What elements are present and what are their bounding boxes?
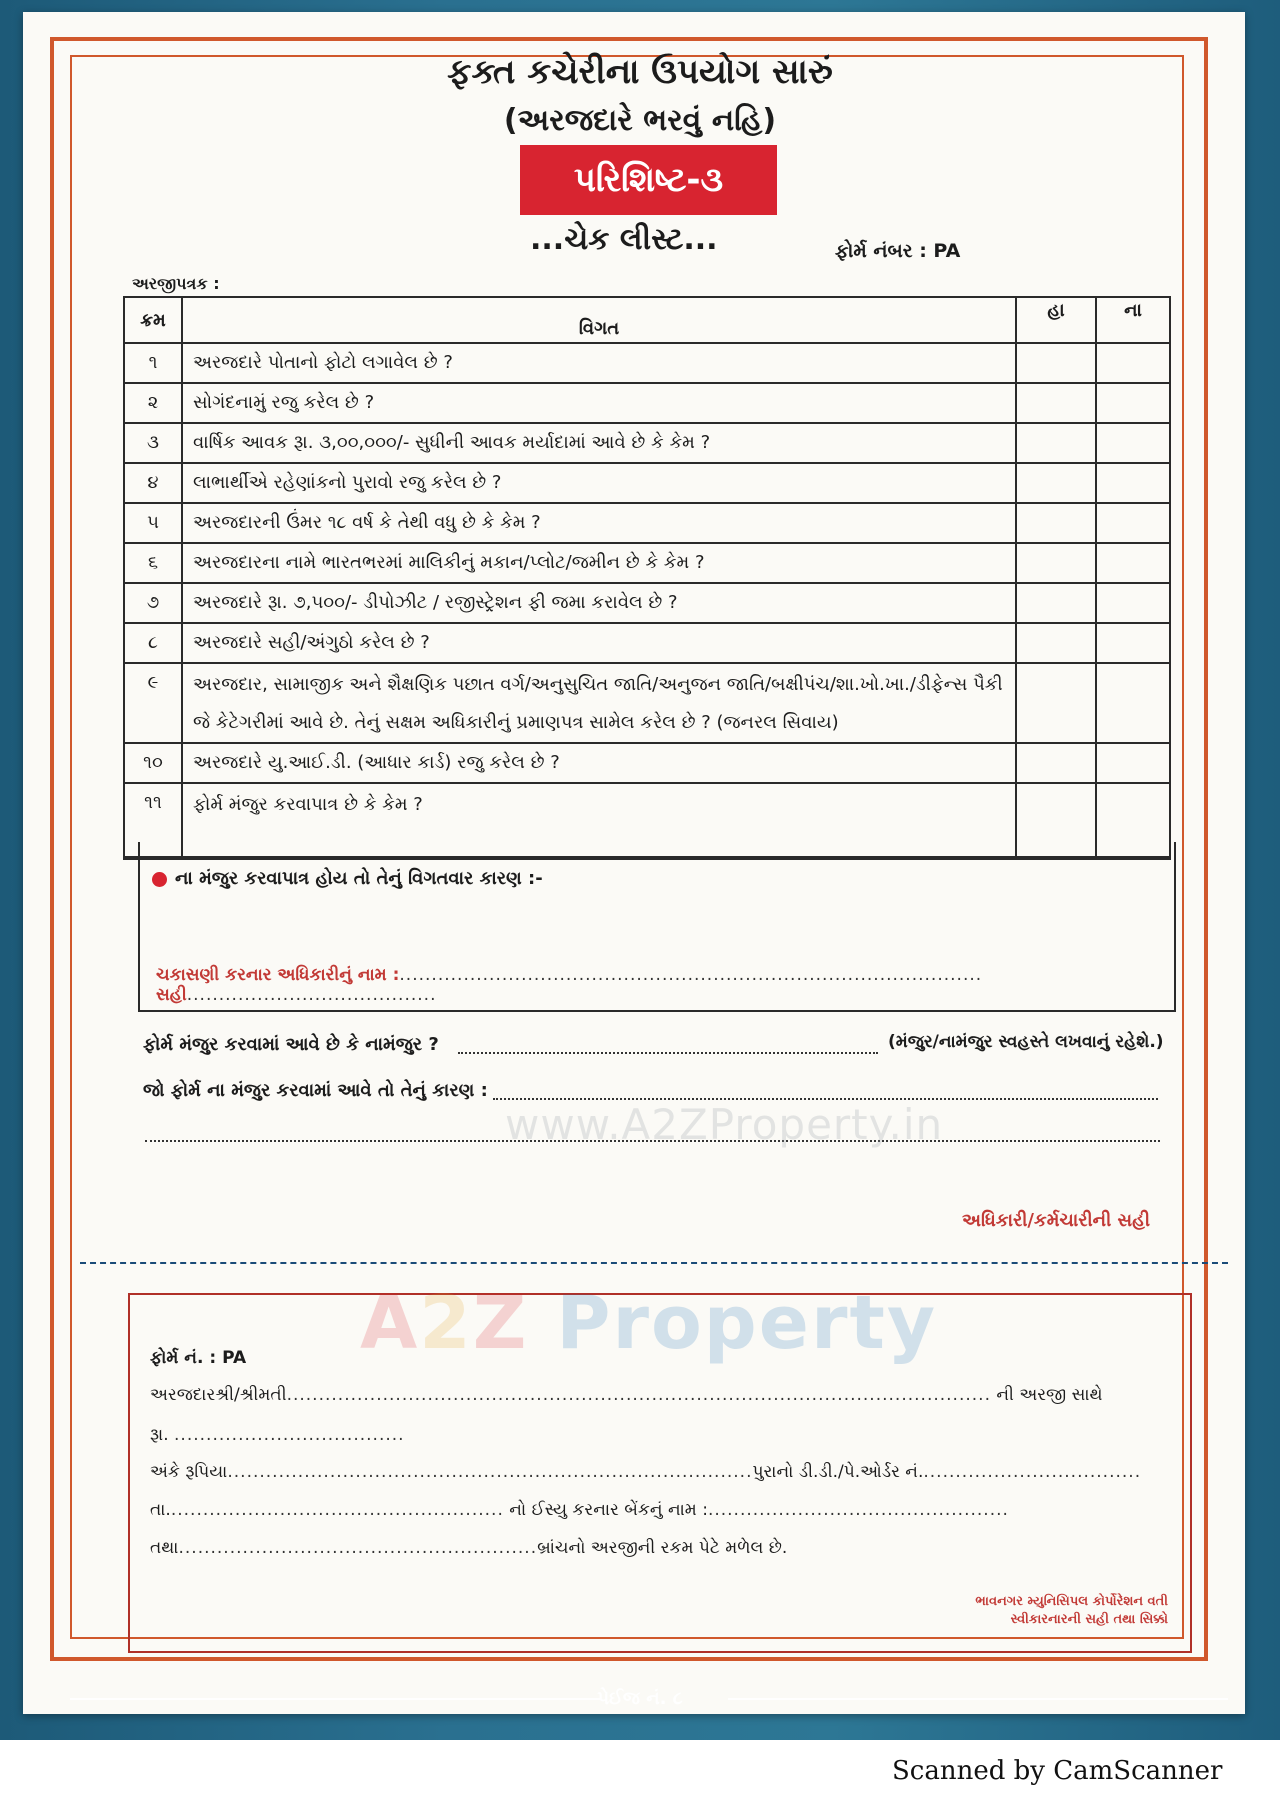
row-number: ૪ [125,464,183,502]
officer-signature-label: સહી [156,985,187,1005]
table-row [125,584,1169,624]
amount-words-field[interactable]: .................................................................................. [227,1462,753,1482]
yes-cell[interactable] [1017,624,1097,662]
no-cell[interactable] [1097,624,1169,662]
row-text: અરજદારે સહી/અંગુઠો કરેલ છે ? [183,624,1017,662]
yes-cell[interactable] [1017,664,1097,742]
decision-question: ફોર્મ મંજુર કરવામાં આવે છે કે નામંજુર ? [143,1034,439,1055]
row-number: ૬ [125,544,183,582]
yes-cell[interactable] [1017,744,1097,782]
no-cell[interactable] [1097,464,1169,502]
office-use-heading: ફક્ત કચેરીના ઉપયોગ સારું [447,52,833,92]
yes-cell[interactable] [1017,544,1097,582]
row-text: અરજદાર, સામાજીક અને શૈક્ષણિક પછાત વર્ગ/અનુસુચિત જાતિ/અનુજન જાતિ/બક્ષીપંચ/શા.ખો.ખા./ડીફેન્સ પૈકી જે કેટેગરીમાં આવે છે. તેનું સક્ષમ અધિકારીનું પ્રમાણપત્ર સામેલ કરેલ છે ? (જનરલ સિવાય) [183,664,1017,742]
checklist-heading: ...ચેક લીસ્ટ... [530,222,718,257]
rejection-reason-title [152,868,543,889]
yes-cell[interactable] [1017,344,1097,382]
table-row [125,424,1169,464]
table-row [125,624,1169,664]
form-number: ફોર્મ નંબર : PA [835,240,961,262]
no-cell[interactable] [1097,664,1169,742]
watermark-logo: A2Z Property [360,1280,938,1366]
table-row [125,384,1169,424]
no-cell[interactable] [1097,744,1169,782]
application-label: અરજીપત્રક : [132,274,220,293]
page-number: પેઈજ નં. ૮ [597,1688,683,1709]
no-cell[interactable] [1097,584,1169,622]
table-row [125,664,1169,744]
no-cell[interactable] [1097,504,1169,542]
row-number: ૨ [125,384,183,422]
table-row [125,344,1169,384]
no-cell[interactable] [1097,344,1169,382]
table-row [125,744,1169,784]
officer-name-label: ચકાસણી કરનાર અધિકારીનું નામ : [156,965,400,985]
receipt-date-line: તા..................................................... નો ઈસ્યુ કરનાર બેંકનું નામ :............................................... [150,1500,1009,1520]
row-number: ૧ [125,344,183,382]
no-cell[interactable] [1097,384,1169,422]
row-text: સોગંદનામું રજુ કરેલ છે ? [183,384,1017,422]
branch-field[interactable]: ........................................................ [178,1538,538,1558]
row-number: ૩ [125,424,183,462]
stamp-note: ભાવનગર મ્યુનિસિપલ કોર્પોરેશન વતી સ્વીકારનારની સહી તથા સિક્કો [975,1594,1168,1627]
row-text: અરજદારે પોતાનો ફોટો લગાવેલ છે ? [183,344,1017,382]
row-text: લાભાર્થીએ રહેણાંકનો પુરાવો રજુ કરેલ છે ? [183,464,1017,502]
officer-name-field[interactable]: ........................................................................................... [399,965,983,985]
amount-field[interactable]: .................................... [174,1425,405,1445]
receipt-applicant-line: અરજદારશ્રી/શ્રીમતી.............................................................................................................. ની અરજી સાથે [150,1385,1103,1405]
receipt-branch-line: તથા........................................................બ્રાંચનો અરજીની રકમ પેટે મળેલ છે. [150,1538,788,1558]
receipt-amount-line: રૂા. .................................... [150,1425,405,1445]
decision-note: (મંજુર/નામંજુર સ્વહસ્તે લખવાનું રહેશે.) [888,1032,1164,1052]
applicant-name-field[interactable]: .............................................................................................................. [286,1385,991,1405]
row-number: ૭ [125,584,183,622]
not-applicant-heading: (અરજદારે ભરવું નહિ) [503,103,777,138]
table-row [125,504,1169,544]
no-cell[interactable] [1097,424,1169,462]
scanner-caption: Scanned by CamScanner [892,1756,1223,1786]
yes-cell[interactable] [1017,384,1097,422]
watermark-url: www.A2ZProperty.in [505,1100,944,1149]
row-text: અરજદારે યુ.આઈ.ડી. (આધાર કાર્ડ) રજુ કરેલ છે ? [183,744,1017,782]
cut-line [80,1262,1228,1264]
table-row [125,464,1169,504]
row-number: ૮ [125,624,183,662]
row-number: ૫ [125,504,183,542]
dd-number-field[interactable]: .................................. [923,1462,1142,1482]
yes-cell[interactable] [1017,584,1097,622]
decision-field[interactable] [458,1052,878,1054]
date-field[interactable]: .................................................... [170,1500,504,1520]
row-text: ફોર્મ મંજુર કરવાપાત્ર છે કે કેમ ? [183,784,1017,856]
no-cell[interactable] [1097,544,1169,582]
yes-cell[interactable] [1017,504,1097,542]
receipt-words-line: અંકે રૂપિયા..................................................................................પુરાનો ડી.ડી./પે.ઓર્ડર નં................................... [150,1462,1142,1482]
row-number: ૧૧ [125,784,183,856]
bank-name-field[interactable]: ............................................... [707,1500,1009,1520]
official-signature-label: અધિકારી/કર્મચારીની સહી [962,1210,1151,1231]
column-header-detail: વિગત [183,298,1017,342]
row-text: અરજદારે રૂા. ૭,૫૦૦/- ડીપોઝીટ / રજીસ્ટ્રેશન ફી જમા કરાવેલ છે ? [183,584,1017,622]
column-header-no: ક્રમ [125,298,183,342]
yes-cell[interactable] [1017,464,1097,502]
row-number: ૯ [125,664,183,742]
row-text: અરજદારના નામે ભારતભરમાં માલિકીનું મકાન/પ્લોટ/જમીન છે કે કેમ ? [183,544,1017,582]
page-rule-right [728,1698,1228,1700]
reason-label: જો ફોર્મ ના મંજુર કરવામાં આવે તો તેનું કારણ : [143,1080,488,1101]
yes-cell[interactable] [1017,424,1097,462]
table-row [125,544,1169,584]
officer-signature-field[interactable]: ....................................... [186,985,437,1005]
table-header [125,298,1169,344]
checklist-table [123,296,1171,860]
row-text: અરજદારની ઉંમર ૧૮ વર્ષ કે તેથી વધુ છે કે કેમ ? [183,504,1017,542]
receipt-form-no: ફોર્મ નં. : PA [150,1348,247,1368]
column-header-yes: હા [1017,298,1097,342]
bullet-icon [152,872,167,887]
row-text: વાર્ષિક આવક રૂા. ૩,૦૦,૦૦૦/- સુધીની આવક મર્યાદામાં આવે છે કે કેમ ? [183,424,1017,462]
column-header-no-answer: ના [1124,300,1142,321]
row-number: ૧૦ [125,744,183,782]
appendix-badge: પરિશિષ્ટ-૩ [520,145,777,215]
officer-line [156,965,1166,1005]
rejection-reason-text: ના મંજુર કરવાપાત્ર હોય તો તેનું વિગતવાર કારણ :- [175,868,543,889]
